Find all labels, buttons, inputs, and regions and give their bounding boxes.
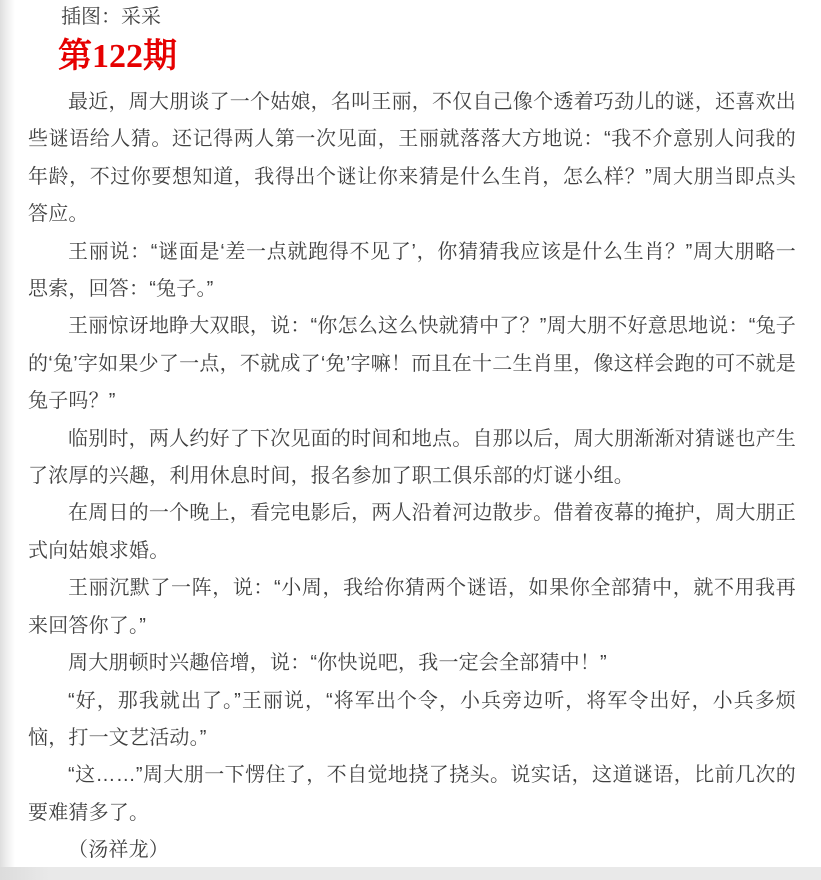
story-paragraph: “这……”周大朋一下愣住了，不自觉地挠了挠头。说实话，这道谜语，比前几次的要难猜多了。 bbox=[28, 764, 796, 824]
page-bottom-edge bbox=[0, 867, 821, 880]
illustration-credit: 插图：采采 bbox=[61, 6, 161, 28]
story-paragraph: 周大朋顿时兴趣倍增，说：“你快说吧，我一定会全部猜中！” bbox=[68, 652, 607, 675]
story-paragraph: 临别时，两人约好了下次见面的时间和地点。自那以后，周大朋渐渐对猜谜也产生了浓厚的兴趣，利用休息时间，报名参加了职工俱乐部的灯谜小组。 bbox=[28, 427, 796, 488]
story-paragraph: 王丽惊讶地睁大双眼，说：“你怎么这么快就猜中了？”周大朋不好意思地说：“兔子的‘兔’字如果少了一点，不就成了‘免’字嘛！而且在十二生肖里，像这样会跑的可不就是兔子吗？” bbox=[28, 315, 796, 413]
page-left-edge-shadow bbox=[0, 0, 15, 867]
issue-title: 第122期 bbox=[58, 38, 177, 75]
article-content bbox=[28, 2, 796, 870]
author-byline: （汤祥龙） bbox=[68, 839, 169, 862]
story-paragraph: 王丽说：“谜面是‘差一点就跑得不见了’，你猜猜我应该是什么生肖？”周大朋略一思索，回答：“兔子。” bbox=[28, 240, 796, 301]
story-paragraph: “好，那我就出了。”王丽说，“将军出个令，小兵旁边听，将军令出好，小兵多烦恼，打一文艺活动。” bbox=[28, 689, 796, 749]
story-paragraph: 在周日的一个晚上，看完电影后，两人沿着河边散步。借着夜幕的掩护，周大朋正式向姑娘求婚。 bbox=[28, 502, 796, 562]
story-paragraph: 王丽沉默了一阵，说：“小周，我给你猜两个谜语，如果你全部猜中，就不用我再来回答你了。” bbox=[28, 577, 796, 637]
story-paragraph: 最近，周大朋谈了一个姑娘，名叫王丽，不仅自己像个透着巧劲儿的谜，还喜欢出些谜语给人猜。还记得两人第一次见面，王丽就落落大方地说：“我不介意别人问我的年龄，不过你要想知道，我得出个谜让你来猜是什么生肖，怎么样？”周大朋当即点头答应。 bbox=[28, 91, 796, 226]
